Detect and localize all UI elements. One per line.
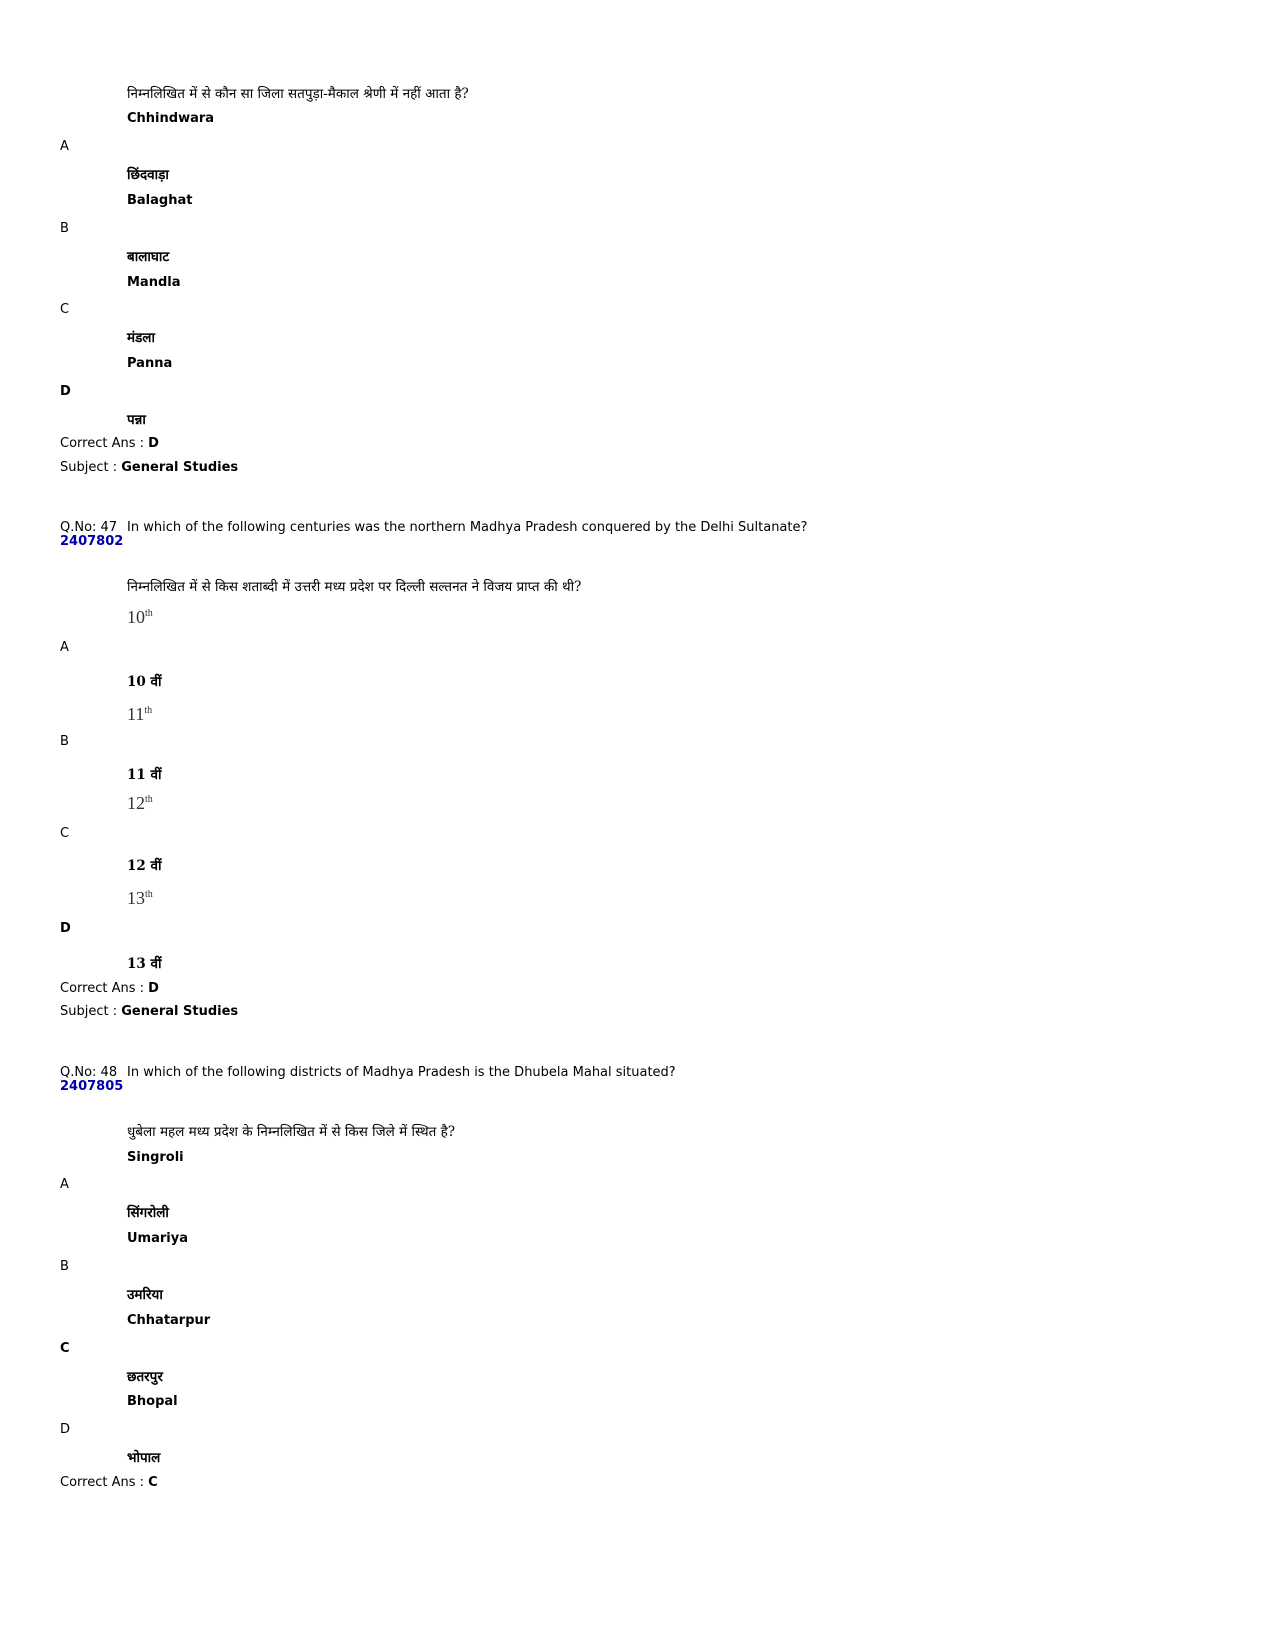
question-text-english: In which of the following districts of Madhya Pradesh is the Dhubela Mahal situated?	[127, 1065, 676, 1080]
option-a-hindi: 10 वीं	[127, 674, 162, 690]
question-id: 2407805	[60, 1079, 124, 1094]
question-number: Q.No: 48	[60, 1065, 118, 1080]
option-a-label: A	[60, 139, 69, 154]
correct-answer-value: D	[148, 436, 159, 451]
option-b-english	[127, 704, 152, 725]
ordinal-suffix: th	[145, 889, 153, 900]
option-a-hindi: सिंगरोली	[127, 1205, 169, 1221]
correct-answer-value: C	[148, 1475, 158, 1490]
option-b-label: B	[60, 734, 69, 749]
option-d-hindi: 13 वीं	[127, 956, 162, 972]
correct-answer	[60, 1475, 158, 1490]
option-a-english: Chhindwara	[127, 111, 215, 126]
ordinal-suffix: th	[145, 794, 153, 805]
ordinal-suffix: th	[144, 705, 153, 716]
subject-label: Subject :	[60, 460, 118, 475]
ordinal-suffix: th	[145, 608, 153, 619]
option-d-label: D	[60, 384, 71, 399]
option-c-label: C	[60, 302, 70, 317]
question-id: 2407802	[60, 534, 124, 549]
correct-answer-label: Correct Ans :	[60, 981, 144, 996]
correct-answer	[60, 981, 159, 996]
option-a-english: Singroli	[127, 1150, 184, 1165]
option-b-hindi: बालाघाट	[127, 249, 170, 265]
option-c-english: Mandla	[127, 275, 181, 290]
correct-answer-value: D	[148, 981, 159, 996]
option-d-english: Bhopal	[127, 1394, 178, 1409]
option-b-label: B	[60, 1259, 69, 1274]
option-d-number: 13	[127, 888, 145, 908]
option-c-label: C	[60, 826, 70, 841]
question-text-hindi: धुबेला महल मध्य प्रदेश के निम्नलिखित में से किस जिले में स्थित है?	[127, 1124, 455, 1140]
option-c-english: Chhatarpur	[127, 1313, 211, 1328]
option-b-hindi: उमरिया	[127, 1287, 163, 1303]
subject-value: General Studies	[121, 1004, 239, 1019]
option-c-number: 12	[127, 793, 145, 813]
option-b-hindi: 11 वीं	[127, 767, 162, 783]
subject	[60, 460, 238, 475]
question-number: Q.No: 47	[60, 520, 118, 535]
option-d-label: D	[60, 1422, 71, 1437]
option-a-label: A	[60, 1177, 69, 1192]
option-c-hindi: छतरपुर	[127, 1369, 163, 1385]
question-text-hindi: निम्नलिखित में से कौन सा जिला सतपुड़ा-मैकाल श्रेणी में नहीं आता है?	[127, 86, 469, 102]
option-c-hindi: मंडला	[127, 330, 155, 346]
option-d-english	[127, 888, 153, 909]
option-b-english: Umariya	[127, 1231, 188, 1246]
option-c-hindi: 12 वीं	[127, 858, 162, 874]
option-b-label: B	[60, 221, 69, 236]
option-d-hindi: पन्ना	[127, 412, 146, 428]
option-c-english	[127, 793, 153, 814]
option-d-label: D	[60, 921, 71, 936]
option-a-hindi: छिंदवाड़ा	[127, 167, 169, 183]
option-a-number: 10	[127, 607, 145, 627]
subject-label: Subject :	[60, 1004, 118, 1019]
option-a-label: A	[60, 640, 69, 655]
option-d-english: Panna	[127, 356, 173, 371]
option-a-english	[127, 607, 153, 628]
subject-value: General Studies	[121, 460, 239, 475]
correct-answer-label: Correct Ans :	[60, 1475, 144, 1490]
subject	[60, 1004, 238, 1019]
option-c-label: C	[60, 1341, 70, 1356]
question-text-english: In which of the following centuries was the northern Madhya Pradesh conquered by the Delhi Sultanate?	[127, 520, 808, 535]
question-text-hindi: निम्नलिखित में से किस शताब्दी में उत्तरी मध्य प्रदेश पर दिल्ली सल्तनत ने विजय प्राप्त की थी?	[127, 579, 582, 595]
option-b-english: Balaghat	[127, 193, 193, 208]
correct-answer-label: Correct Ans :	[60, 436, 144, 451]
correct-answer	[60, 436, 159, 451]
option-d-hindi: भोपाल	[127, 1450, 161, 1466]
option-b-number: 11	[127, 704, 145, 724]
